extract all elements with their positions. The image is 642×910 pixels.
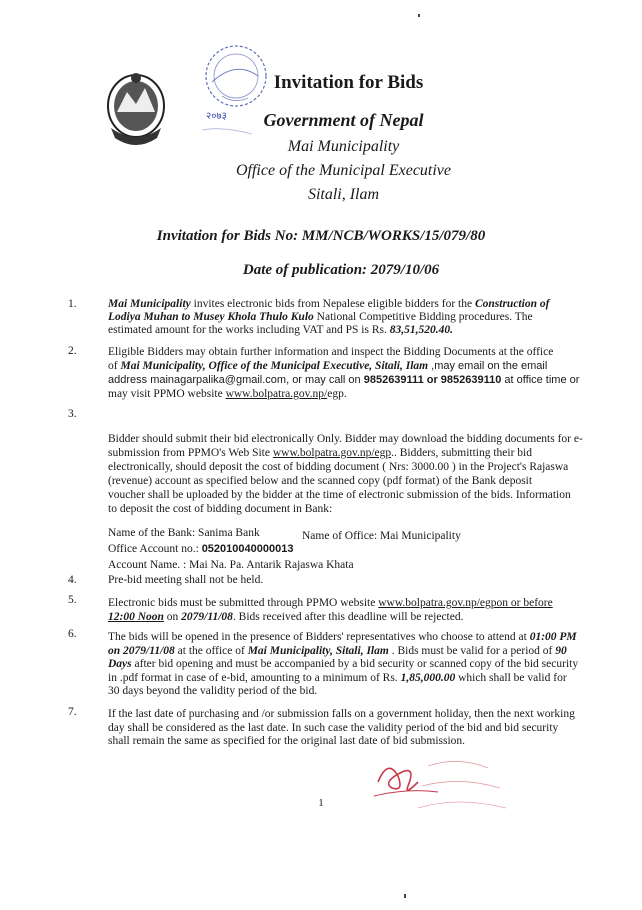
document-title: Invitation for Bids — [273, 72, 424, 93]
item-number: 7. — [68, 706, 77, 718]
item-1-text: Mai Municipality invites electronic bids from Nepalese eligible bidders for the Construction of Lodiya Muhan to Musey Khola Thulo Kulo National Competitive Bidding procedures. The estimated amount for the works including VAT and PS is Rs. 83,51,520.40. — [108, 298, 550, 336]
publication-date: Date of publication: 2079/10/06 — [242, 262, 440, 278]
item-number: 4. — [68, 574, 77, 586]
signature-seal — [368, 752, 518, 824]
item-5-text: Electronic bids must be submitted through PPMO website www.bolpatra.gov.np/egpon or before 12:00 Noon on 2079/11/08. Bids received after this deadline will be rejected. — [108, 597, 553, 623]
municipality-name: Mai Municipality — [287, 138, 400, 155]
item-6-text: The bids will be opened in the presence of Bidders' representatives who choose to attend at 01:00 PM on 2079/11/08 at the office of Mai Municipality, Sitali, Ilam . Bids must be valid for a period of 90 Days after bid opening and must be accompanied by a bid security or scanned copy of the bid security in .pdf format in case of e-bid, amounting to a minimum of Rs. 1,85,000.00 which shall be valid for 30 days beyond the validity period of the bid. — [108, 631, 579, 697]
item-number: 1. — [68, 298, 77, 310]
item-number: 5. — [68, 594, 77, 606]
ppmo-link[interactable]: www.bolpatra.gov.np/egpon or before — [378, 597, 553, 609]
item-7-text: If the last date of purchasing and /or submission falls on a government holiday, then the next working day shall be considered as the last date. In such case the validity period of the bid and bid security shall remain the same as specified for the original last date of bid submission. — [108, 708, 575, 747]
egp-link[interactable]: www.bolpatra.gov.np/egp — [272, 447, 392, 459]
item-4-text: Pre-bid meeting shall not be held. — [108, 574, 264, 586]
page-number: 1 — [318, 797, 324, 809]
item-3-text: Bidder should submit their bid electronically Only. Bidder may download the bidding documents for e- submission from PPMO's Web Site www.bolpatra.gov.np/egp.. Bidders, submitting their bid electronically, should deposit the cost of bidding document ( Nrs: 3000.00 ) in the Project's Rajaswa (revenue) account as specified below and the scanned copy (pdf format) of the Bank deposit voucher shall be uploaded by the bidder at the time of electronic submission of the bids. Information to deposit the cost of bidding document in Bank: — [108, 433, 583, 515]
item-2-text: Eligible Bidders may obtain further information and inspect the Bidding Documents at the office of Mai Municipality, Office of the Municipal Executive, Sitali, Ilam ,may email on the email address mainagarpalika@gmail.com, or may call on 9852639111 or 9852639110 at office time or may visit PPMO website www.bolpatra.gov.np/egp. — [108, 346, 580, 400]
office-account-name: Name of Office: Mai Municipality — [302, 530, 461, 542]
scan-speck — [404, 894, 406, 898]
stamp-number: २०७३ — [206, 111, 227, 122]
item-number: 6. — [68, 628, 77, 640]
government-name: Government of Nepal — [263, 110, 424, 130]
office-account-number: Office Account no.: 052010040000013 — [108, 543, 294, 555]
bank-name: Name of the Bank: Sanima Bank — [108, 527, 260, 539]
bolpatra-link[interactable]: www.bolpatra.gov.np/ — [225, 388, 328, 400]
scan-speck — [418, 14, 420, 17]
item-number: 3. — [68, 408, 77, 420]
office-name: Office of the Municipal Executive — [235, 162, 452, 179]
bid-number: Invitation for Bids No: MM/NCB/WORKS/15/079/80 — [156, 228, 486, 244]
account-name: Account Name. : Mai Na. Pa. Antarik Rajaswa Khata — [108, 559, 354, 571]
item-number: 2. — [68, 345, 77, 357]
office-location: Sitali, Ilam — [307, 186, 380, 203]
